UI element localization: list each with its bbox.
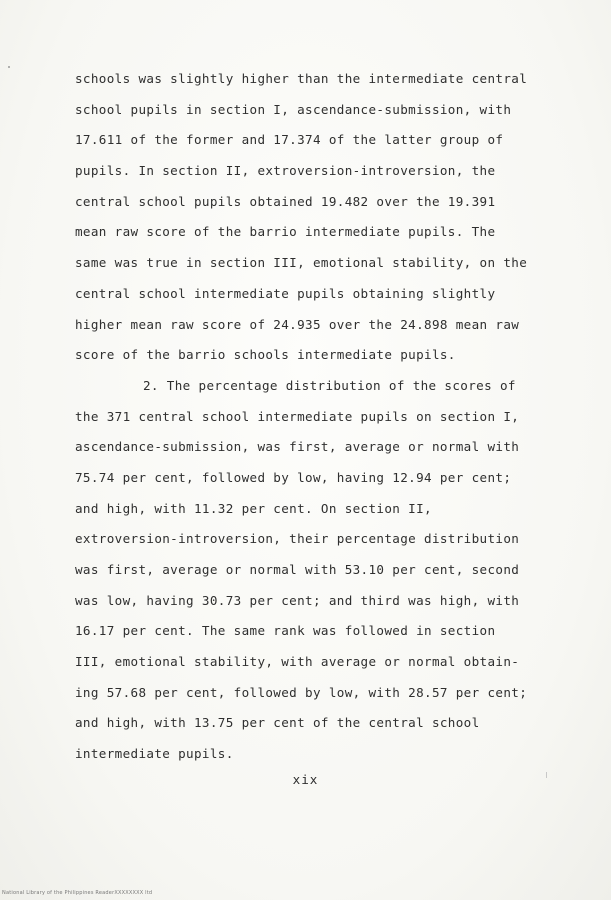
body-text xyxy=(75,64,575,770)
text-line: same was true in section III, emotional stability, on the xyxy=(75,255,528,271)
text-line: and high, with 11.32 per cent. On section II, xyxy=(75,500,432,516)
text-line: central school intermediate pupils obtaining slightly xyxy=(75,285,496,301)
text-line-indented: 2. The percentage distribution of the scores of xyxy=(143,377,516,393)
text-line: 16.17 per cent. The same rank was followed in section xyxy=(75,623,496,639)
text-line: intermediate pupils. xyxy=(75,746,234,762)
text-line: 17.611 of the former and 17.374 of the latter group of xyxy=(75,132,504,148)
text-line: score of the barrio schools intermediate pupils. xyxy=(75,347,456,363)
text-line: pupils. In section II, extroversion-introversion, the xyxy=(75,163,496,179)
page-number: xix xyxy=(292,772,319,787)
text-line: higher mean raw score of 24.935 over the 24.898 mean raw xyxy=(75,316,520,332)
text-line: the 371 central school intermediate pupils on section I, xyxy=(75,408,520,424)
scan-footer: National Library of the Philippines ReaderXXXXXXXX ltd xyxy=(2,890,153,896)
scan-speck xyxy=(546,772,547,778)
text-line: ascendance-submission, was first, average or normal with xyxy=(75,439,520,455)
text-line: schools was slightly higher than the intermediate central xyxy=(75,71,528,86)
text-line: and high, with 13.75 per cent of the central school xyxy=(75,715,480,731)
text-line: 75.74 per cent, followed by low, having 12.94 per cent; xyxy=(75,469,512,485)
text-line: III, emotional stability, with average or normal obtain- xyxy=(75,654,520,670)
text-line: extroversion-introversion, their percentage distribution xyxy=(75,531,520,547)
text-line: ing 57.68 per cent, followed by low, with 28.57 per cent; xyxy=(75,684,528,700)
text-line: was first, average or normal with 53.10 per cent, second xyxy=(75,562,520,577)
text-line: mean raw score of the barrio intermediate pupils. The xyxy=(75,224,496,240)
text-line: school pupils in section I, ascendance-submission, with xyxy=(75,101,512,117)
text-line: was low, having 30.73 per cent; and third was high, with xyxy=(75,592,520,608)
scan-speck xyxy=(8,66,10,68)
text-line: central school pupils obtained 19.482 over the 19.391 xyxy=(75,193,496,209)
